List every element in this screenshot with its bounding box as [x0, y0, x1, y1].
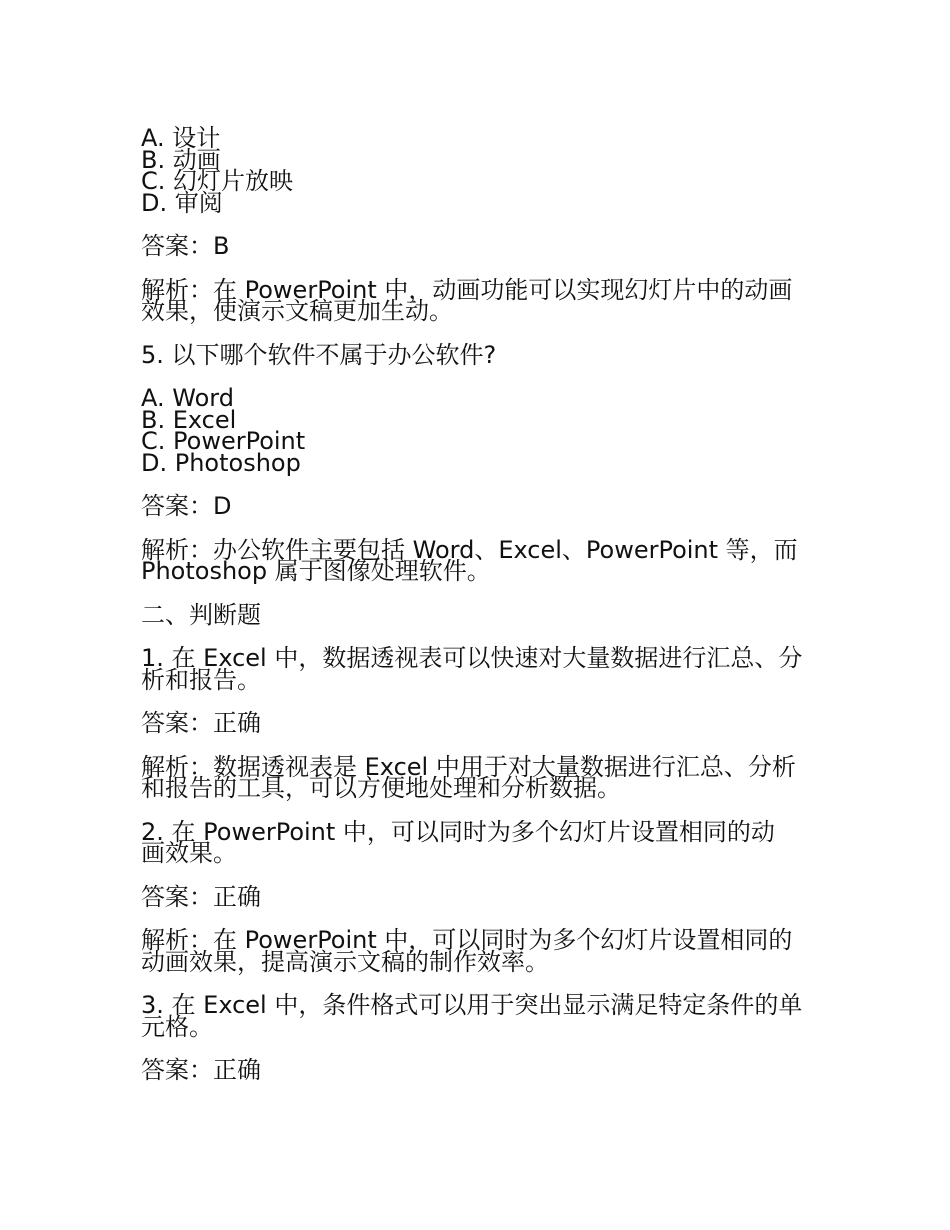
- tf3-answer: [141, 1056, 821, 1084]
- q5-explanation-line-1: 解析：办公软件主要包括 Word、Excel、PowerPoint 等，而: [141, 535, 798, 564]
- tf2-question-line-1: 2. 在 PowerPoint 中，可以同时为多个幻灯片设置相同的动: [141, 817, 775, 846]
- section-heading: [141, 600, 821, 629]
- q5-explanation-line-2: Photoshop 属于图像处理软件。: [141, 557, 491, 585]
- tf3-question-line-2: 元格。: [141, 1012, 213, 1041]
- tf2-answer: [141, 882, 821, 911]
- section-title: 二、判断题: [141, 600, 261, 629]
- tf3-question: [141, 991, 821, 1041]
- q4-option-b: B. 动画: [141, 145, 221, 174]
- q5-question-text: 5. 以下哪个软件不属于办公软件?: [141, 340, 497, 369]
- q5-option-b: B. Excel: [141, 405, 237, 434]
- tf3-answer-text: 答案：正确: [141, 1056, 261, 1084]
- tf2-explanation-line-1: 解析：在 PowerPoint 中，可以同时为多个幻灯片设置相同的: [141, 926, 793, 954]
- q5-option-a: A. Word: [141, 384, 234, 412]
- q4-explanation: [141, 275, 821, 325]
- document-page: [141, 124, 821, 1104]
- tf3-question-line-1: 3. 在 Excel 中，条件格式可以用于突出显示满足特定条件的单: [141, 991, 803, 1019]
- tf2-answer-text: 答案：正确: [141, 882, 261, 911]
- q4-answer: [141, 232, 821, 260]
- tf2-explanation-line-2: 动画效果，提高演示文稿的制作效率。: [141, 947, 549, 976]
- q5-explanation: [141, 535, 821, 585]
- q5-option-d: D. Photoshop: [141, 448, 301, 477]
- q4-answer-text: 答案：B: [141, 232, 230, 260]
- tf1-question-line-2: 析和报告。: [141, 665, 261, 694]
- tf1-explanation-line-1: 解析：数据透视表是 Excel 中用于对大量数据进行汇总、分析: [141, 752, 796, 781]
- q5-answer-text: 答案：D: [141, 492, 232, 520]
- q5-question: [141, 340, 821, 369]
- q4-explanation-line-2: 效果，使演示文稿更加生动。: [141, 297, 453, 325]
- q4-option-a: A. 设计: [141, 124, 221, 152]
- tf1-explanation-line-2: 和报告的工具，可以方便地处理和分析数据。: [141, 774, 621, 802]
- tf1-question-line-1: 1. 在 Excel 中，数据透视表可以快速对大量数据进行汇总、分: [141, 644, 803, 672]
- q4-explanation-line-1: 解析：在 PowerPoint 中，动画功能可以实现幻灯片中的动画: [141, 275, 793, 304]
- tf2-question-line-2: 画效果。: [141, 839, 237, 867]
- q5-options: [141, 384, 821, 477]
- tf1-question: [141, 644, 821, 694]
- tf2-explanation: [141, 926, 821, 976]
- tf1-answer-text: 答案：正确: [141, 709, 261, 737]
- tf2-question: [141, 817, 821, 867]
- q5-answer: [141, 492, 821, 520]
- q4-option-c: C. 幻灯片放映: [141, 167, 294, 195]
- q5-option-c: C. PowerPoint: [141, 427, 306, 455]
- q4-options: [141, 124, 821, 217]
- tf1-answer: [141, 709, 821, 737]
- tf1-explanation: [141, 752, 821, 802]
- q4-option-d: D. 审阅: [141, 188, 223, 217]
